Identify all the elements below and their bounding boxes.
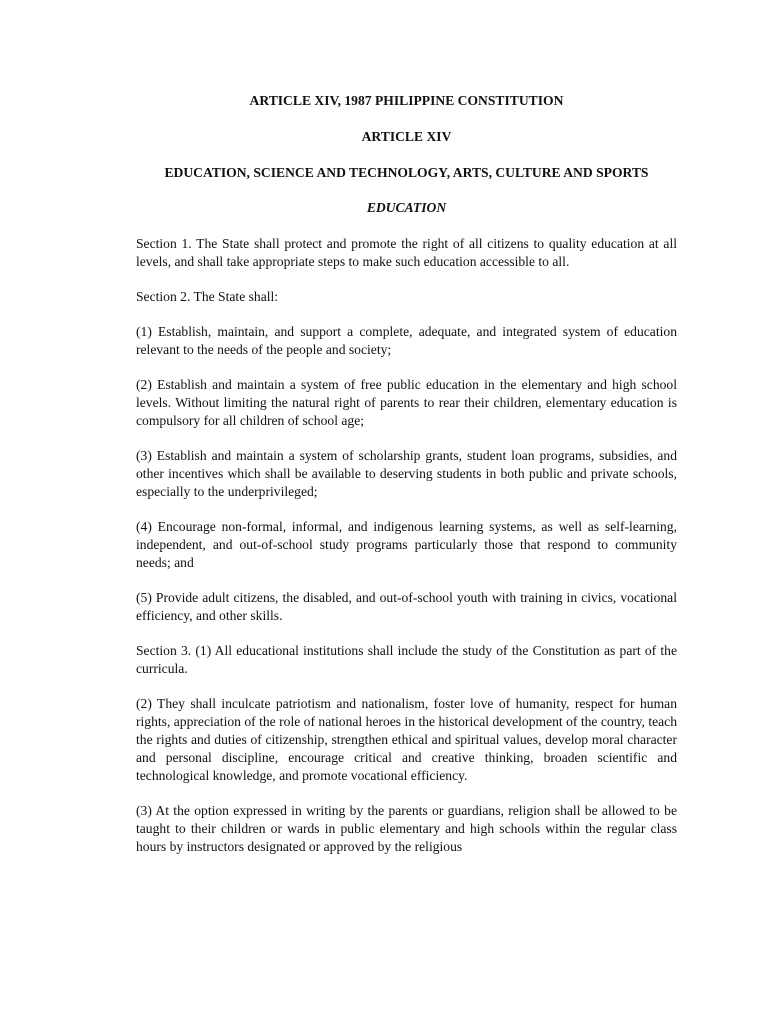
paragraph-section-2: Section 2. The State shall:: [136, 289, 279, 304]
document-content: [136, 92, 677, 871]
paragraph-item-1: (1) Establish, maintain, and support a complete, adequate, and integrated system of education relevant to the needs of the people and society;: [136, 324, 677, 357]
document-title: ARTICLE XIV, 1987 PHILIPPINE CONSTITUTION: [249, 93, 564, 108]
article-heading: ARTICLE XIV: [361, 129, 452, 144]
section-heading: EDUCATION: [366, 200, 447, 215]
paragraph-item-2: (2) Establish and maintain a system of free public education in the elementary and high school levels. Without limiting the natural right of parents to rear their children, elementary education is compulsory for all children of school age;: [136, 377, 677, 428]
paragraph-section-3-2: (2) They shall inculcate patriotism and nationalism, foster love of humanity, respect for human rights, appreciation of the role of national heroes in the historical development of the country, teach the rights and duties of citizenship, strengthen ethical and spiritual values, develop moral character and personal discipline, encourage critical and creative thinking, broaden scientific and technological knowledge, and promote vocational efficiency.: [136, 696, 677, 783]
paragraph-item-5: (5) Provide adult citizens, the disabled, and out-of-school youth with training in civics, vocational efficiency, and other skills.: [136, 590, 677, 623]
paragraph-item-4: (4) Encourage non-formal, informal, and indigenous learning systems, as well as self-learning, independent, and out-of-school study programs particularly those that respond to community needs; and: [136, 519, 677, 570]
paragraph-section-3-1: Section 3. (1) All educational institutions shall include the study of the Constitution as part of the curricula.: [136, 643, 677, 676]
article-subtitle: EDUCATION, SCIENCE AND TECHNOLOGY, ARTS, CULTURE AND SPORTS: [164, 165, 649, 180]
paragraph-item-3: (3) Establish and maintain a system of scholarship grants, student loan programs, subsidies, and other incentives which shall be available to deserving students in both public and private schools, especially to the underprivileged;: [136, 448, 677, 499]
paragraph-section-3-3: (3) At the option expressed in writing by the parents or guardians, religion shall be allowed to be taught to their children or wards in public elementary and high schools within the regular class hours by instructors designated or approved by the religious: [136, 803, 677, 854]
paragraph-section-1: Section 1. The State shall protect and promote the right of all citizens to quality education at all levels, and shall take appropriate steps to make such education accessible to all.: [136, 236, 677, 269]
